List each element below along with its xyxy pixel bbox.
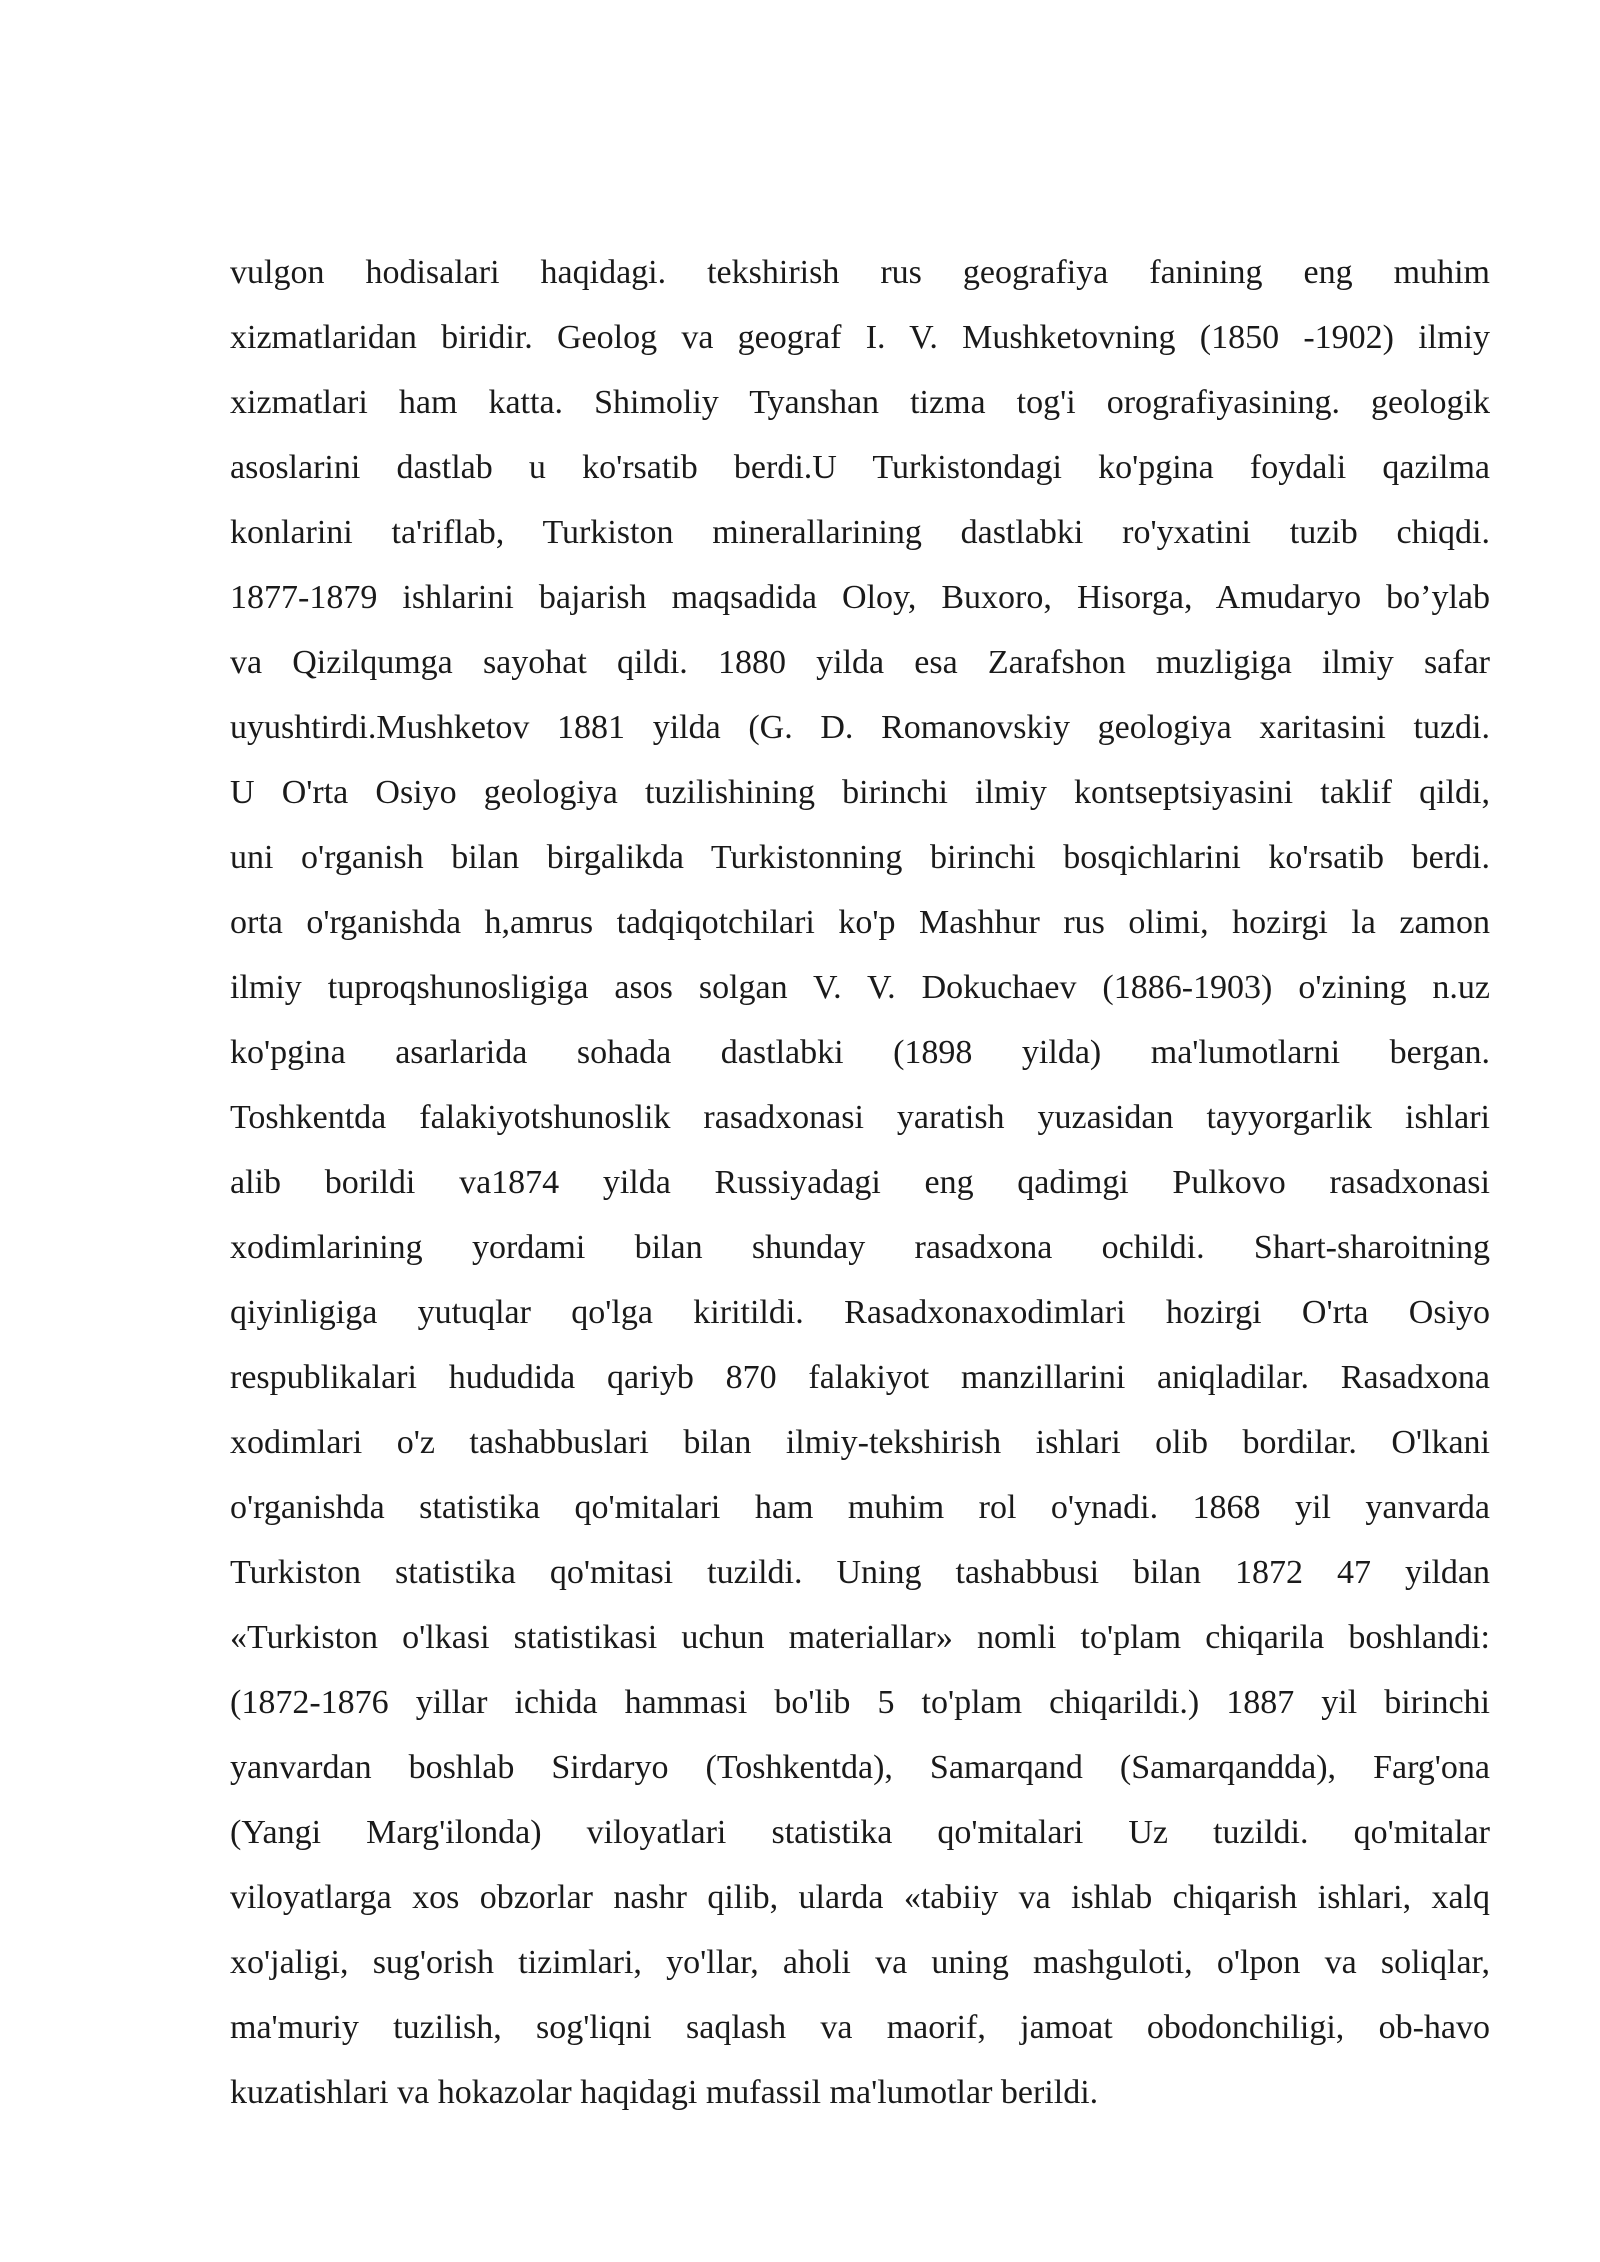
text-line: orta o'rganishda h,amrus tadqiqotchilari ko'p Mashhur rus olimi, hozirgi la zamon — [230, 904, 1490, 941]
text-line: ko'pgina asarlarida sohada dastlabki (1898 yilda) ma'lumotlarni bergan. — [230, 1034, 1490, 1071]
text-line: qiyinligiga yutuqlar qo'lga kiritildi. Rasadxonaxodimlari hozirgi O'rta Osiyo — [230, 1294, 1490, 1331]
text-line: o'rganishda statistika qo'mitalari ham muhim rol o'ynadi. 1868 yil yanvarda — [230, 1489, 1490, 1526]
text-line: Turkiston statistika qo'mitasi tuzildi. Uning tashabbusi bilan 1872 47 yildan — [230, 1554, 1490, 1591]
text-line: vulgon hodisalari haqidagi. tekshirish rus geografiya fanining eng muhim — [230, 254, 1490, 291]
text-line: xodimlari o'z tashabbuslari bilan ilmiy-tekshirish ishlari olib bordilar. O'lkani — [230, 1424, 1490, 1461]
text-line: va Qizilqumga sayohat qildi. 1880 yilda esa Zarafshon muzligiga ilmiy safar — [230, 644, 1490, 681]
text-line: (Yangi Marg'ilonda) viloyatlari statistika qo'mitalari Uz tuzildi. qo'mitalar — [230, 1814, 1490, 1851]
text-line: ma'muriy tuzilish, sog'liqni saqlash va maorif, jamoat obodonchiligi, ob-havo — [230, 2009, 1490, 2046]
text-line: uni o'rganish bilan birgalikda Turkistonning birinchi bosqichlarini ko'rsatib berdi. — [230, 839, 1490, 876]
text-line: Toshkentda falakiyotshunoslik rasadxonasi yaratish yuzasidan tayyorgarlik ishlari — [230, 1099, 1490, 1136]
text-line: yanvardan boshlab Sirdaryo (Toshkentda), Samarqand (Samarqandda), Farg'ona — [230, 1749, 1490, 1786]
text-line: alib borildi va1874 yilda Russiyadagi eng qadimgi Pulkovo rasadxonasi — [230, 1164, 1490, 1201]
text-line: xizmatlaridan biridir. Geolog va geograf I. V. Mushketovning (1850 -1902) ilmiy — [230, 319, 1490, 356]
text-line: «Turkiston o'lkasi statistikasi uchun materiallar» nomli to'plam chiqarila boshlandi: — [230, 1619, 1490, 1656]
text-line: respublikalari hududida qariyb 870 falakiyot manzillarini aniqladilar. Rasadxona — [230, 1359, 1490, 1396]
text-line: konlarini ta'riflab, Turkiston minerallarining dastlabki ro'yxatini tuzib chiqdi. — [230, 514, 1490, 551]
text-line: U O'rta Osiyo geologiya tuzilishining birinchi ilmiy kontseptsiyasini taklif qildi, — [230, 774, 1490, 811]
text-line: xo'jaligi, sug'orish tizimlari, yo'llar, aholi va uning mashguloti, o'lpon va soliqlar, — [230, 1944, 1490, 1981]
text-line-last: kuzatishlari va hokazolar haqidagi mufassil ma'lumotlar berildi. — [230, 2074, 1099, 2111]
body-paragraph — [230, 240, 1490, 2125]
text-line: ilmiy tuproqshunosligiga asos solgan V. V. Dokuchaev (1886-1903) o'zining n.uz — [230, 969, 1490, 1006]
text-line: 1877-1879 ishlarini bajarish maqsadida Oloy, Buxoro, Hisorga, Amudaryo bo’ylab — [230, 579, 1490, 616]
text-line: asoslarini dastlab u ko'rsatib berdi.U Turkistondagi ko'pgina foydali qazilma — [230, 449, 1490, 486]
text-line: (1872-1876 yillar ichida hammasi bo'lib 5 to'plam chiqarildi.) 1887 yil birinchi — [230, 1684, 1490, 1721]
text-line: xodimlarining yordami bilan shunday rasadxona ochildi. Shart-sharoitning — [230, 1229, 1490, 1266]
text-line: viloyatlarga xos obzorlar nashr qilib, ularda «tabiiy va ishlab chiqarish ishlari, xalq — [230, 1879, 1490, 1916]
text-line: xizmatlari ham katta. Shimoliy Tyanshan tizma tog'i orografiyasining. geologik — [230, 384, 1490, 421]
text-line: uyushtirdi.Mushketov 1881 yilda (G. D. Romanovskiy geologiya xaritasini tuzdi. — [230, 709, 1490, 746]
